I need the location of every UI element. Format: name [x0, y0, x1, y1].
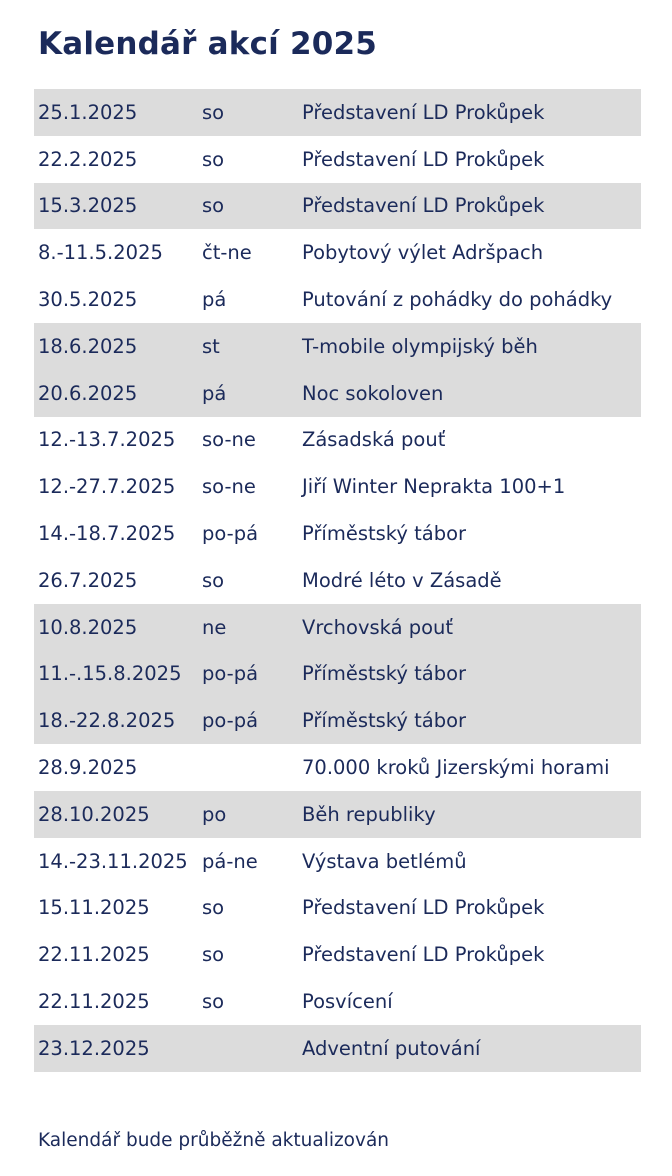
event-day: so-ne	[202, 475, 256, 499]
event-name: Představení LD Prokůpek	[302, 194, 545, 218]
event-day: ne	[202, 615, 227, 639]
event-day: so	[202, 147, 225, 171]
event-name: Zásadská pouť	[302, 428, 446, 452]
event-date: 22.2.2025	[38, 147, 138, 171]
footer-note: Kalendář bude průběžně aktualizován	[38, 1130, 390, 1151]
event-day: st	[202, 334, 220, 358]
event-day: pá	[202, 288, 227, 312]
event-date: 20.6.2025	[38, 381, 138, 405]
event-date: 15.11.2025	[38, 896, 150, 920]
event-date: 15.3.2025	[38, 194, 138, 218]
event-day: po-pá	[202, 709, 259, 733]
event-name: Výstava betlémů	[302, 849, 467, 873]
event-date: 12.-13.7.2025	[38, 428, 176, 452]
event-date: 25.1.2025	[38, 100, 138, 124]
event-row	[34, 510, 641, 557]
event-name: T-mobile olympijský běh	[302, 334, 538, 358]
event-date: 18.-22.8.2025	[38, 709, 176, 733]
event-date: 8.-11.5.2025	[38, 241, 163, 265]
event-row	[34, 276, 641, 323]
event-name: Představení LD Prokůpek	[302, 100, 545, 124]
event-row	[34, 651, 641, 698]
event-date: 18.6.2025	[38, 334, 138, 358]
event-day: so-ne	[202, 428, 256, 452]
event-day: so	[202, 194, 225, 218]
event-name: Představení LD Prokůpek	[302, 896, 545, 920]
event-date: 14.-23.11.2025	[38, 849, 188, 873]
event-name: Posvícení	[302, 990, 393, 1014]
event-day: po-pá	[202, 662, 259, 686]
event-name: Pobytový výlet Adršpach	[302, 241, 544, 265]
event-table	[34, 89, 641, 1072]
event-date: 28.10.2025	[38, 802, 150, 826]
event-row	[34, 885, 641, 932]
event-name: Jiří Winter Neprakta 100+1	[302, 475, 566, 499]
event-day: pá-ne	[202, 849, 258, 873]
event-row	[34, 136, 641, 183]
event-day: so	[202, 896, 225, 920]
event-day: pá	[202, 381, 227, 405]
event-row	[34, 744, 641, 791]
event-name: Putování z pohádky do pohádky	[302, 288, 613, 312]
event-date: 23.12.2025	[38, 1036, 150, 1060]
event-date: 22.11.2025	[38, 990, 150, 1014]
event-date: 30.5.2025	[38, 288, 138, 312]
event-row	[34, 370, 641, 417]
event-day: po	[202, 802, 227, 826]
event-row	[34, 89, 641, 136]
event-row	[34, 791, 641, 838]
event-day: čt-ne	[202, 241, 252, 265]
event-name: Adventní putování	[302, 1036, 481, 1060]
event-day: so	[202, 568, 225, 592]
event-row	[34, 417, 641, 464]
event-row	[34, 1025, 641, 1072]
event-name: Představení LD Prokůpek	[302, 147, 545, 171]
event-row	[34, 697, 641, 744]
event-name: Noc sokoloven	[302, 381, 444, 405]
event-row	[34, 323, 641, 370]
event-name: Vrchovská pouť	[302, 615, 454, 639]
event-day: so	[202, 990, 225, 1014]
event-name: Běh republiky	[302, 802, 436, 826]
event-name: Modré léto v Zásadě	[302, 568, 502, 592]
event-date: 28.9.2025	[38, 756, 138, 780]
event-name: Příměstský tábor	[302, 662, 467, 686]
event-day: so	[202, 100, 225, 124]
event-date: 10.8.2025	[38, 615, 138, 639]
event-row	[34, 604, 641, 651]
event-day: po-pá	[202, 522, 259, 546]
event-date: 22.11.2025	[38, 943, 150, 967]
event-row	[34, 557, 641, 604]
event-name: Příměstský tábor	[302, 709, 467, 733]
event-name: Příměstský tábor	[302, 522, 467, 546]
event-row	[34, 463, 641, 510]
event-date: 12.-27.7.2025	[38, 475, 176, 499]
event-row	[34, 229, 641, 276]
event-name: 70.000 kroků Jizerskými horami	[302, 756, 610, 780]
page-title: Kalendář akcí 2025	[38, 26, 378, 62]
event-row	[34, 838, 641, 885]
event-date: 11.-.15.8.2025	[38, 662, 182, 686]
event-day: so	[202, 943, 225, 967]
event-date: 14.-18.7.2025	[38, 522, 176, 546]
event-row	[34, 183, 641, 230]
event-row	[34, 931, 641, 978]
event-name: Představení LD Prokůpek	[302, 943, 545, 967]
event-row	[34, 978, 641, 1025]
event-date: 26.7.2025	[38, 568, 138, 592]
